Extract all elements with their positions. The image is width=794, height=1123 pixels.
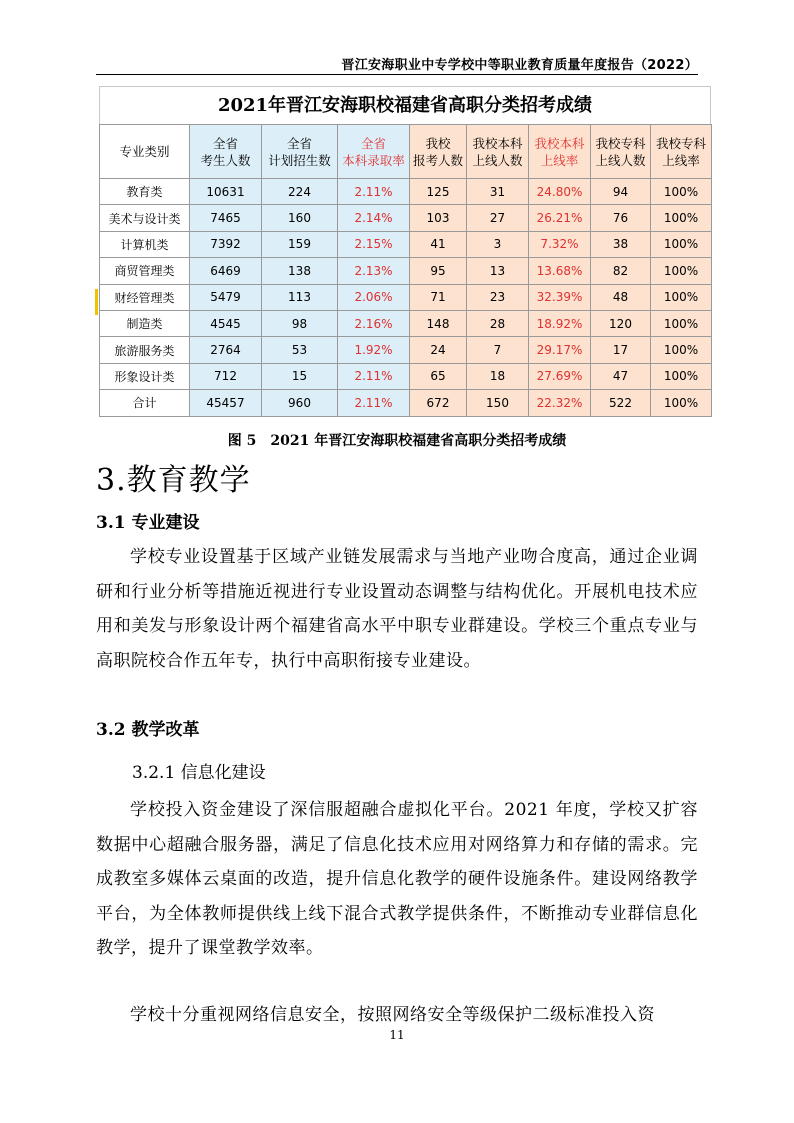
value-cell: 27 [467,205,529,231]
value-cell: 160 [262,205,338,231]
value-cell: 38 [591,231,651,257]
value-cell: 100% [651,390,712,416]
value-cell: 24.80% [529,179,591,205]
column-header-line2: 上线人数 [595,152,646,168]
table-header-row [100,125,712,179]
value-cell: 100% [651,363,712,389]
column-header-0 [100,125,190,179]
value-cell: 2.16% [338,310,410,336]
column-header-line2: 考生人数 [200,152,251,168]
value-cell: 672 [410,390,467,416]
value-cell: 4545 [190,310,262,336]
value-cell: 100% [651,284,712,310]
column-header-line2: 计划招生数 [268,152,331,168]
value-cell: 71 [410,284,467,310]
table-title: 2021年晋江安海职校福建省高职分类招考成绩 [99,86,711,124]
value-cell: 27.69% [529,363,591,389]
value-cell: 7 [467,337,529,363]
value-cell: 5479 [190,284,262,310]
column-header-6 [529,125,591,179]
value-cell: 100% [651,337,712,363]
value-cell: 41 [410,231,467,257]
value-cell: 98 [262,310,338,336]
value-cell: 100% [651,179,712,205]
value-cell: 113 [262,284,338,310]
scores-table-figure [99,86,711,416]
value-cell: 2.11% [338,390,410,416]
value-cell: 29.17% [529,337,591,363]
column-header-line2: 上线人数 [472,152,523,168]
value-cell: 22.32% [529,390,591,416]
value-cell: 100% [651,310,712,336]
value-cell: 48 [591,284,651,310]
value-cell: 2.11% [338,179,410,205]
value-cell: 24 [410,337,467,363]
value-cell: 13.68% [529,258,591,284]
value-cell: 224 [262,179,338,205]
column-header-line2: 上线率 [540,152,579,168]
paragraph-informatization: 学校投入资金建设了深信服超融合虚拟化平台。2021 年度，学校又扩容数据中心超融合服务器，满足了信息化技术应用对网络算力和存储的需求。完成教室多媒体云桌面的改造，提升信息化教学的硬件设施条件。建设网络教学平台，为全体教师提供线上线下混合式教学提供条件，不断推动专业群信息化教学，提升了课堂教学效率。 [96,800,698,958]
paragraph-specialty-construction: 学校专业设置基于区域产业链发展需求与当地产业吻合度高，通过企业调研和行业分析等措施近视进行专业设置动态调整与结构优化。开展机电技术应用和美发与形象设计两个福建省高水平中职专业群建设。学校三个重点专业与高职院校合作五年专，执行中高职衔接专业建设。 [96,547,698,671]
value-cell: 15 [262,363,338,389]
value-cell: 7.32% [529,231,591,257]
table-row [100,205,712,231]
value-cell: 103 [410,205,467,231]
section-heading: 3.教育教学 [96,463,251,498]
column-header-5 [467,125,529,179]
table-row [100,231,712,257]
value-cell: 76 [591,205,651,231]
value-cell: 138 [262,258,338,284]
column-header-line1: 我校专科 [655,135,706,151]
column-header-3 [338,125,410,179]
category-cell: 合计 [100,390,190,416]
value-cell: 3 [467,231,529,257]
value-cell: 94 [591,179,651,205]
value-cell: 23 [467,284,529,310]
table-row [100,390,712,416]
value-cell: 18.92% [529,310,591,336]
table-row [100,310,712,336]
column-header-line2: 本科录取率 [342,152,405,168]
category-cell: 商贸管理类 [100,258,190,284]
scores-table [99,124,712,417]
value-cell: 45457 [190,390,262,416]
value-cell: 100% [651,258,712,284]
value-cell: 2.06% [338,284,410,310]
figure-caption: 图 5 2021 年晋江安海职校福建省高职分类招考成绩 [227,433,567,449]
subsection-heading-3-2-1: 3.2.1 信息化建设 [132,763,266,783]
value-cell: 32.39% [529,284,591,310]
column-header-line1: 专业类别 [119,144,170,159]
category-cell: 制造类 [100,310,190,336]
value-cell: 125 [410,179,467,205]
value-cell: 7465 [190,205,262,231]
value-cell: 31 [467,179,529,205]
category-cell: 旅游服务类 [100,337,190,363]
page-number: 11 [389,1028,405,1042]
column-header-line2: 上线率 [662,152,700,168]
value-cell: 2764 [190,337,262,363]
column-header-line2: 报考人数 [412,152,463,168]
value-cell: 1.92% [338,337,410,363]
value-cell: 100% [651,231,712,257]
value-cell: 100% [651,205,712,231]
table-row [100,284,712,310]
value-cell: 95 [410,258,467,284]
value-cell: 2.13% [338,258,410,284]
category-cell: 财经管理类 [100,284,190,310]
column-header-4 [410,125,467,179]
value-cell: 712 [190,363,262,389]
value-cell: 47 [591,363,651,389]
column-header-line1: 我校 [425,135,451,151]
column-header-line1: 我校专科 [595,135,646,151]
header-rule [96,74,698,75]
value-cell: 65 [410,363,467,389]
column-header-2 [262,125,338,179]
table-row [100,179,712,205]
category-cell: 形象设计类 [100,363,190,389]
value-cell: 7392 [190,231,262,257]
category-cell: 美术与设计类 [100,205,190,231]
value-cell: 148 [410,310,467,336]
value-cell: 960 [262,390,338,416]
value-cell: 53 [262,337,338,363]
column-header-line1: 我校本科 [534,135,585,151]
value-cell: 2.14% [338,205,410,231]
value-cell: 2.15% [338,231,410,257]
value-cell: 10631 [190,179,262,205]
value-cell: 120 [591,310,651,336]
paragraph-network-security: 学校十分重视网络信息安全，按照网络安全等级保护二级标准投入资 [130,1005,655,1025]
column-header-line1: 全省 [286,135,312,151]
report-header: 晋江安海职业中专学校中等职业教育质量年度报告（2022） [341,58,698,73]
subsection-heading-3-2: 3.2 教学改革 [96,720,200,740]
value-cell: 6469 [190,258,262,284]
value-cell: 159 [262,231,338,257]
value-cell: 150 [467,390,529,416]
subsection-heading-3-1: 3.1 专业建设 [96,513,200,533]
table-row [100,337,712,363]
value-cell: 2.11% [338,363,410,389]
value-cell: 28 [467,310,529,336]
value-cell: 18 [467,363,529,389]
value-cell: 522 [591,390,651,416]
column-header-line1: 全省 [212,135,238,151]
category-cell: 教育类 [100,179,190,205]
table-row [100,363,712,389]
column-header-8 [651,125,712,179]
row-highlight-mark [95,289,98,315]
value-cell: 13 [467,258,529,284]
column-header-line1: 全省 [360,135,386,151]
column-header-7 [591,125,651,179]
column-header-1 [190,125,262,179]
column-header-line1: 我校本科 [472,135,523,151]
category-cell: 计算机类 [100,231,190,257]
value-cell: 26.21% [529,205,591,231]
table-row [100,258,712,284]
value-cell: 17 [591,337,651,363]
value-cell: 82 [591,258,651,284]
